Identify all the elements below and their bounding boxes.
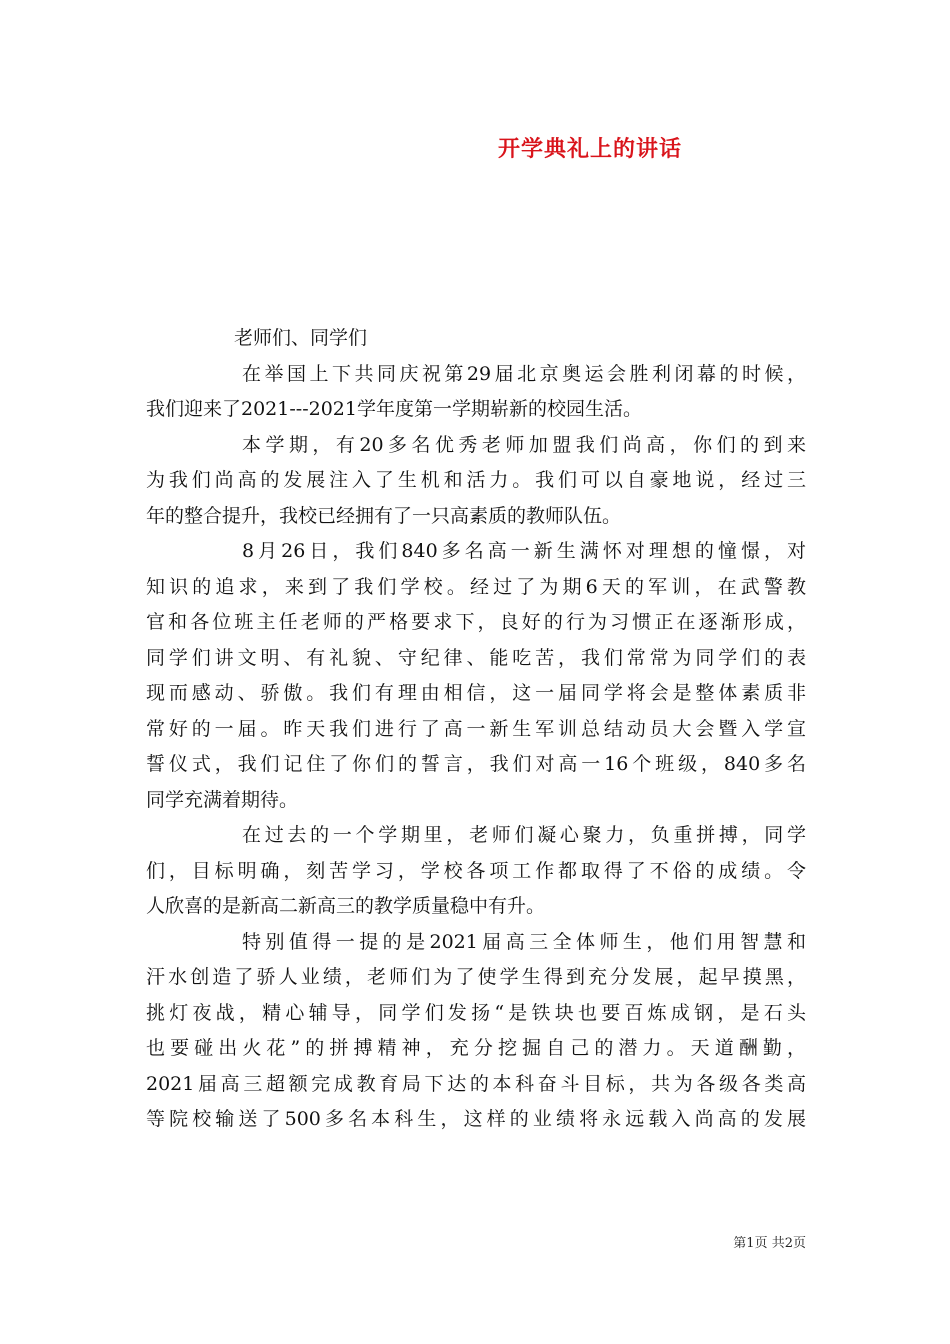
paragraph-5-line-6: 等院校输送了500多名本科生，这样的业绩将永远载入尚高的发展 [146,1108,806,1130]
paragraph-2-line-2: 为我们尚高的发展注入了生机和活力。我们可以自豪地说，经过三 [146,469,806,491]
paragraph-3-line-8: 同学充满着期待。 [146,788,299,811]
paragraph-4-line-3: 人欣喜的是新高二新高三的教学质量稳中有升。 [146,895,546,917]
paragraph-3-line-5: 现而感动、骄傲。我们有理由相信，这一届同学将会是整体素质非 [146,682,806,704]
page-footer [600,1232,806,1251]
paragraph-5-line-2: 汗水创造了骄人业绩，老师们为了使学生得到充分发展，起早摸黑， [146,966,806,988]
paragraph-4-line-2: 们，目标明确，刻苦学习，学校各项工作都取得了不俗的成绩。令 [146,859,806,882]
paragraph-1-line-2: 我们迎来了2021---2021学年度第一学期崭新的校园生活。 [146,398,642,420]
footer-middle: 页 共 [754,1236,785,1251]
footer-total-pages: 2 [784,1236,793,1251]
paragraph-5-line-1: 特别值得一提的是2021届高三全体师生，他们用智慧和 [242,930,806,953]
paragraph-5-line-4: 也要碰出火花”的拼搏精神，充分挖掘自己的潜力。天道酬勤， [146,1037,806,1059]
paragraph-3-line-7: 誓仪式，我们记住了你们的誓言，我们对高一16个班级，840多名 [146,753,806,775]
paragraph-5-line-3: 挑灯夜战，精心辅导，同学们发扬“是铁块也要百炼成钢，是石头 [146,1001,806,1024]
paragraph-2-line-1: 本学期，有20多名优秀老师加盟我们尚高，你们的到来 [242,433,806,456]
document-title: 开学典礼上的讲话 [497,136,682,162]
salutation-line: 老师们、同学们 [234,327,368,349]
paragraph-3-line-1: 8月26日，我们840多名高一新生满怀对理想的憧憬，对 [242,540,806,562]
paragraph-3-line-3: 官和各位班主任老师的严格要求下，良好的行为习惯正在逐渐形成， [146,611,806,633]
document-body [146,321,806,1138]
paragraph-1-line-1: 在举国上下共同庆祝第29届北京奥运会胜利闭幕的时候， [242,362,806,385]
paragraph-3-line-4: 同学们讲文明、有礼貌、守纪律、能吃苦，我们常常为同学们的表 [146,646,806,669]
paragraph-3-line-6: 常好的一届。昨天我们进行了高一新生军训总结动员大会暨入学宣 [146,717,806,740]
footer-suffix: 页 [792,1236,806,1251]
paragraph-2-line-3: 年的整合提升，我校已经拥有了一只高素质的教师队伍。 [146,504,622,527]
paragraph-3-line-2: 知识的追求，来到了我们学校。经过了为期6天的军训，在武警教 [146,575,806,598]
footer-prefix: 第 [733,1236,747,1251]
paragraph-4-line-1: 在过去的一个学期里，老师们凝心聚力，负重拼搏，同学 [242,824,806,846]
paragraph-5-line-5: 2021届高三超额完成教育局下达的本科奋斗目标，共为各级各类高 [146,1072,806,1095]
footer-current-page: 1 [746,1236,755,1251]
